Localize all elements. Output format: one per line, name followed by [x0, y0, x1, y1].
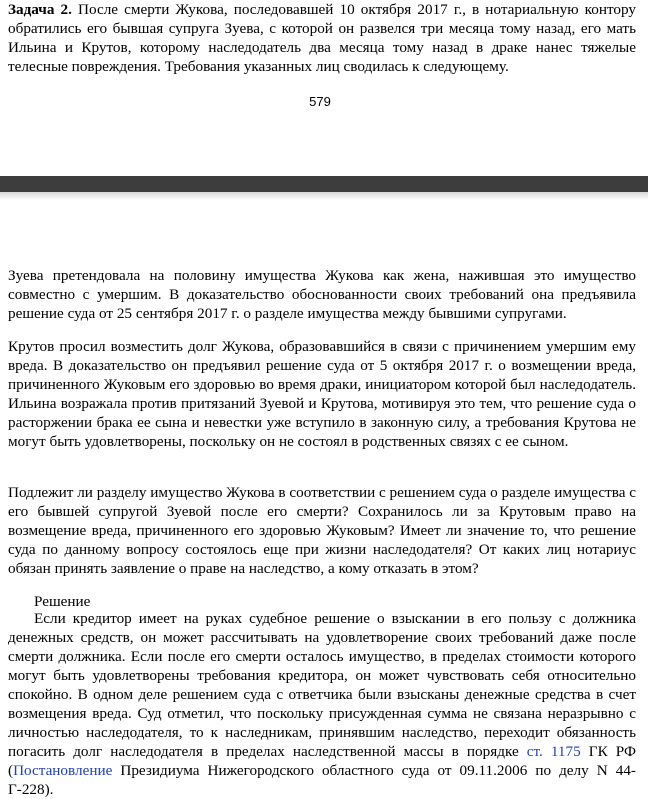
paragraph-krutov: Крутов просил возместить долг Жукова, образовавшийся в связи с причинением умершим ему вреда. В доказательство он предъявил решение суда от 5 октября 2017 г. о возмещении вреда, причиненного Жуковым его здоровью во время драки, инициатором которой был наследодатель. Ильина возражала против притязаний Зуевой и Крутова, мотивируя это тем, что решение суда о расторжении брака ее сына и невестки уже вступило в законную силу, а требования Крутова не могут быть удовлетворены, поскольку он не состоял в родственных связях с ее сыном. — [8, 338, 636, 450]
resolution-link[interactable]: Постановление — [13, 762, 113, 779]
paragraph-zueva: Зуева претендовала на половину имущества Жукова как жена, нажившая это имущество совместно с умершим. В доказательство обоснованности своих требований она предъявила решение суда от 25 сентября 2017 г. о разделе имущества между бывшими супругами. — [8, 267, 636, 322]
solution-title: Решение — [34, 593, 91, 610]
task-paragraph — [8, 0, 636, 76]
solution-paragraph — [8, 609, 636, 799]
task-text: После смерти Жукова, последовавшей 10 октября 2017 г., в нотариальную контору обратились его бывшая супруга Зуева, с которой он развелся три месяца тому назад, его мать Ильина и Крутов, которому наследодатель два месяца тому назад в драке нанес тяжелые телесные повреждения. Требования указанных лиц сводилась к следующему. — [8, 1, 637, 75]
page-divider — [0, 176, 648, 192]
solution-text-part1: Если кредитор имеет на руках судебное решение о взыскании в его пользу с должника денежных средств, он может рассчитывать на удовлетворение своих требований даже после смерти должника. Если после его смерти осталось имущество, в пределах стоимости которого могут быть удовлетворены требования кредитора, он может чувствовать себя относительно спокойно. В одном деле решением суда с ответчика были взысканы денежные средства в счет возмещения вреда. Суд отметил, что поскольку присужденная сумма не связана неразрывно с личностью наследодателя, то к наследникам, принявшим наследство, переходит обязанность погасить долг наследодателя в пределах наследственной массы в порядке — [8, 610, 636, 760]
page-number: 579 — [309, 94, 331, 109]
page-divider-shadow — [0, 192, 648, 200]
previous-page-fragment — [0, 0, 648, 176]
paragraph-question: Подлежит ли разделу имущество Жукова в соответствии с решением суда о разделе имущества с его бывшей супругой Зуевой после его смерти? Сохранилось ли за Крутовым право на возмещение вреда, причиненного его здоровью Жуковым? Имеет ли значение то, что решение суда по данному вопросу состоялось еще при жизни наследодателя? От каких лиц нотариус обязан принять заявление о праве на наследство, а кому отказать в этом? — [8, 484, 636, 577]
task-title: Задача 2. — [8, 1, 72, 18]
article-1175-link[interactable]: ст. 1175 — [526, 743, 581, 760]
solution-text-part2: ГК РФ ( — [8, 743, 636, 779]
solution-text-part3: Президиума Нижегородского областного суда от 09.11.2006 по делу N 44-Г-228). — [8, 762, 636, 798]
